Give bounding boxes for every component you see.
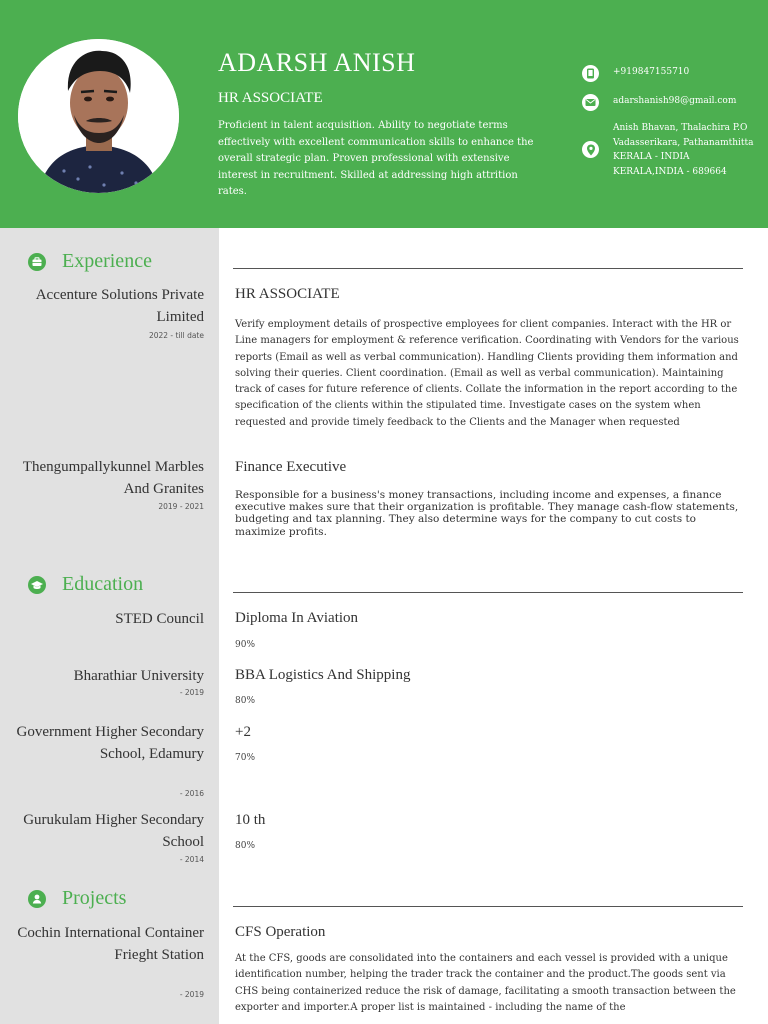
project-year: - 2019 <box>179 990 204 999</box>
education-school: Gurukulam Higher Secondary School <box>23 812 204 850</box>
header-banner <box>0 0 768 228</box>
education-grade: 80% <box>235 841 256 851</box>
phone-icon <box>582 65 599 82</box>
contact-email[interactable]: adarshanish98@gmail.com <box>613 96 737 106</box>
education-degree: BBA Logistics And Shipping <box>235 667 411 683</box>
education-school: Bharathiar University <box>73 668 204 684</box>
candidate-title: HR ASSOCIATE <box>218 90 323 106</box>
candidate-name: ADARSH ANISH <box>218 48 416 77</box>
education-year: - 2016 <box>179 789 204 798</box>
education-year: - 2014 <box>179 855 204 864</box>
education-grade: 70% <box>235 753 256 763</box>
education-degree: 10 th <box>235 812 266 828</box>
briefcase-icon <box>28 253 46 271</box>
experience-dates: 2019 - 2021 <box>158 502 204 511</box>
profile-photo <box>18 39 179 193</box>
experience-company: Thengumpallykunnel Marbles And Granites <box>22 459 204 497</box>
section-divider <box>233 906 743 907</box>
profile-summary: Proficient in talent acquisition. Ability to negotiate terms effectively with excellent communication skills to enhance the overall strategic plan. Proven professional with extensive interest in recruitment. Skilled at addressing high attrition rates. <box>218 120 534 197</box>
project-description: At the CFS, goods are consolidated into the containers and each vessel is provided with a unique identification number, helping the trader track the container and the product.The goods sent via CHS being containerized reduce the risk of damage, facilitating a smooth transaction between the exporter and importer.A proper list is maintained - including the name of the <box>235 953 736 1013</box>
experience-role: HR ASSOCIATE <box>235 286 340 302</box>
contact-phone-row <box>582 65 689 82</box>
education-school: STED Council <box>115 611 204 627</box>
education-degree: Diploma In Aviation <box>235 610 359 626</box>
contact-address: Anish Bhavan, Thalachira P.O Vadasserikara, Pathanamthitta KERALA - INDIA KERALA,INDIA - 689664 <box>613 123 754 177</box>
education-year: - 2019 <box>179 688 204 697</box>
location-pin-icon <box>582 141 599 158</box>
section-title-education: Education <box>62 573 144 595</box>
section-divider <box>233 592 743 593</box>
project-name: CFS Operation <box>235 924 326 940</box>
section-divider <box>233 268 743 269</box>
education-degree: +2 <box>235 724 251 740</box>
project-organization: Cochin International Container Frieght Station <box>17 925 204 963</box>
section-title-experience: Experience <box>62 250 152 272</box>
experience-role: Finance Executive <box>235 459 347 475</box>
contact-phone[interactable]: +919847155710 <box>613 67 690 77</box>
education-grade: 80% <box>235 696 256 706</box>
graduation-cap-icon <box>28 576 46 594</box>
experience-company: Accenture Solutions Private Limited <box>35 287 204 325</box>
education-school: Government Higher Secondary School, Edamury <box>16 724 204 762</box>
email-icon <box>582 94 599 111</box>
person-icon <box>28 890 46 908</box>
section-title-projects: Projects <box>62 887 127 909</box>
contact-address-row <box>582 121 754 179</box>
education-grade: 90% <box>235 640 256 650</box>
contact-email-row <box>582 94 736 111</box>
experience-dates: 2022 - till date <box>148 331 204 340</box>
experience-description: Responsible for a business's money transactions, including income and expenses, a finance executive makes sure that their organization is profitable. They manage cash-flow statements, budgeting and tax planning. They also determine ways for the company to cut costs to maximize profits. <box>235 489 739 538</box>
experience-description: Verify employment details of prospective employees for client companies. Interact with the HR or Line managers for employment & reference verification. Coordinating with Vendors for the various reports (Email as well as verbal communication). Handling Clients providing them information and solving their queries. Client coordination. (Email as well as verbal communication). Maintaining track of cases for future reference of clients. Collate the information in the report according to the specification of the clients within the stipulated time. Investigate cases on the system when requested and provide timely feedback to the Clients and the Manager when requested <box>235 319 739 428</box>
profile-photo-illustration <box>18 39 179 193</box>
